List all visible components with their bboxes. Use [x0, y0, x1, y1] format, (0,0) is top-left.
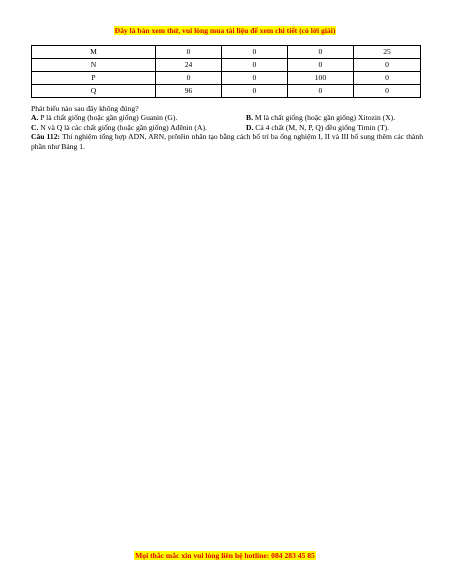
- preview-notice-banner: [0, 26, 450, 36]
- question-block: [31, 104, 423, 151]
- preview-notice-text: Đây là bản xem thử, vui lòng mua tài liệu để xem chi tiết (có lời giải): [114, 26, 336, 35]
- table-cell: 25: [353, 46, 420, 59]
- options-row-cd: [31, 123, 423, 132]
- table-row: [32, 46, 421, 59]
- table-cell: 96: [155, 85, 221, 98]
- option-d-letter: D.: [246, 122, 254, 132]
- table-cell: 0: [287, 85, 353, 98]
- next-question-paragraph: [31, 132, 423, 151]
- next-question-text: Thí nghiệm tổng hợp ADN, ARN, prôtêin nhân tạo bằng cách bố trí ba ống nghiệm I, II và III bổ sung thêm các thành phần như Bảng 1.: [31, 132, 423, 151]
- table-cell: Q: [32, 85, 156, 98]
- table-cell: P: [32, 72, 156, 85]
- table-cell: 100: [287, 72, 353, 85]
- table-row: [32, 59, 421, 72]
- table-cell: 0: [155, 46, 221, 59]
- option-d: [246, 123, 389, 132]
- data-table: [31, 45, 421, 98]
- table-cell: 24: [155, 59, 221, 72]
- option-b: [246, 113, 395, 122]
- options-row-ab: [31, 113, 423, 122]
- option-a-text: P là chất giống (hoặc gần giống) Guanin (G).: [38, 113, 178, 123]
- next-question-label: Câu 112:: [31, 132, 61, 142]
- table-cell: N: [32, 59, 156, 72]
- option-c-letter: C.: [31, 122, 39, 132]
- option-c: [31, 123, 207, 132]
- table-cell: 0: [155, 72, 221, 85]
- table-row: [32, 72, 421, 85]
- option-d-text: Cả 4 chất (M, N, P, Q) đều giống Timin (T).: [253, 122, 390, 132]
- question-prompt: Phát biểu nào sau đây không đúng?: [31, 104, 139, 113]
- table-cell: 0: [221, 46, 287, 59]
- table-cell: 0: [221, 59, 287, 72]
- table-cell: 0: [287, 46, 353, 59]
- table-cell: 0: [353, 85, 420, 98]
- option-c-text: N và Q là các chất giống (hoặc gần giống) Ađênin (A).: [38, 122, 207, 132]
- table-cell: M: [32, 46, 156, 59]
- table-cell: 0: [353, 59, 420, 72]
- option-a-letter: A.: [31, 113, 39, 123]
- hotline-text: Mọi thắc mắc xin vui lòng liên hệ hotline: 084 283 45 85: [135, 551, 315, 560]
- option-b-text: M là chất giống (hoặc gần giống) Xitozin (X).: [252, 113, 396, 123]
- table-row: [32, 85, 421, 98]
- option-b-letter: B.: [246, 113, 253, 123]
- option-a: [31, 113, 177, 122]
- hotline-banner: [0, 551, 450, 561]
- table-cell: 0: [287, 59, 353, 72]
- table-cell: 0: [221, 72, 287, 85]
- table-cell: 0: [221, 85, 287, 98]
- table-cell: 0: [353, 72, 420, 85]
